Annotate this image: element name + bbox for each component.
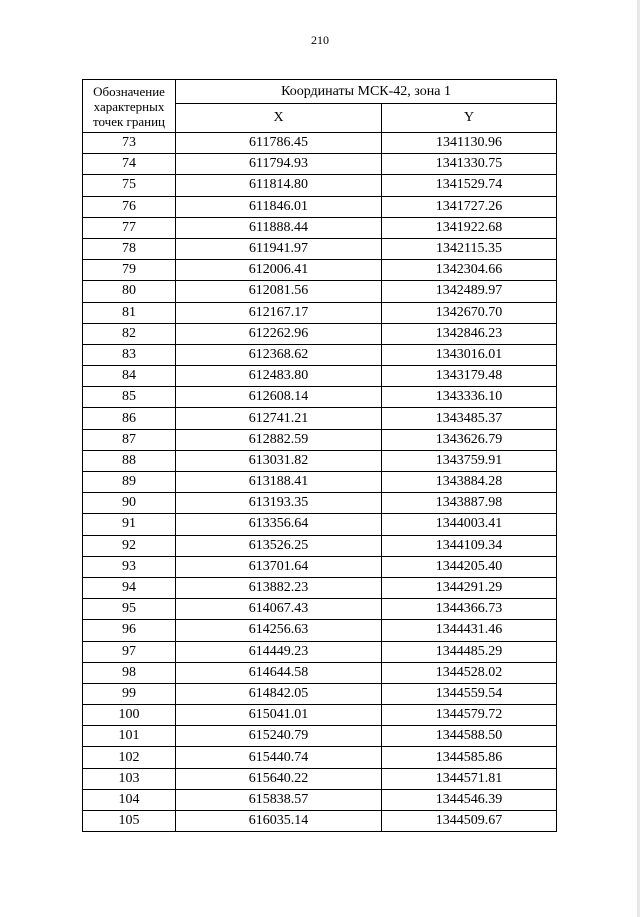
y-coordinate-cell: 1341130.96 bbox=[382, 133, 557, 154]
point-id-cell: 97 bbox=[83, 641, 176, 662]
point-id-cell: 101 bbox=[83, 726, 176, 747]
y-coordinate-cell: 1343884.28 bbox=[382, 472, 557, 493]
y-coordinate-cell: 1343887.98 bbox=[382, 493, 557, 514]
point-id-cell: 104 bbox=[83, 789, 176, 810]
x-coordinate-cell: 615640.22 bbox=[176, 768, 382, 789]
y-coordinate-cell: 1344509.67 bbox=[382, 811, 557, 832]
y-coordinate-cell: 1344546.39 bbox=[382, 789, 557, 810]
table-row bbox=[83, 429, 557, 450]
x-coordinate-cell: 611814.80 bbox=[176, 175, 382, 196]
table-header bbox=[83, 80, 557, 133]
x-coordinate-cell: 612081.56 bbox=[176, 281, 382, 302]
y-coordinate-cell: 1343626.79 bbox=[382, 429, 557, 450]
x-coordinate-cell: 612483.80 bbox=[176, 366, 382, 387]
y-coordinate-cell: 1344559.54 bbox=[382, 683, 557, 704]
table-row bbox=[83, 408, 557, 429]
point-id-cell: 78 bbox=[83, 238, 176, 259]
table-row bbox=[83, 344, 557, 365]
y-coordinate-cell: 1344366.73 bbox=[382, 599, 557, 620]
table-row bbox=[83, 641, 557, 662]
y-coordinate-cell: 1344003.41 bbox=[382, 514, 557, 535]
table-row bbox=[83, 683, 557, 704]
table-row bbox=[83, 662, 557, 683]
point-id-cell: 87 bbox=[83, 429, 176, 450]
table-row bbox=[83, 705, 557, 726]
y-coordinate-cell: 1344291.29 bbox=[382, 577, 557, 598]
x-coordinate-cell: 613356.64 bbox=[176, 514, 382, 535]
table-row bbox=[83, 556, 557, 577]
x-coordinate-cell: 614067.43 bbox=[176, 599, 382, 620]
point-id-cell: 94 bbox=[83, 577, 176, 598]
point-id-cell: 79 bbox=[83, 260, 176, 281]
y-coordinate-cell: 1341529.74 bbox=[382, 175, 557, 196]
x-coordinate-cell: 615041.01 bbox=[176, 705, 382, 726]
x-coordinate-cell: 612741.21 bbox=[176, 408, 382, 429]
table-row bbox=[83, 302, 557, 323]
y-coordinate-cell: 1342846.23 bbox=[382, 323, 557, 344]
table-row bbox=[83, 599, 557, 620]
point-id-cell: 100 bbox=[83, 705, 176, 726]
table-row bbox=[83, 154, 557, 175]
table-row bbox=[83, 217, 557, 238]
y-coordinate-cell: 1344585.86 bbox=[382, 747, 557, 768]
table-row bbox=[83, 133, 557, 154]
point-id-cell: 105 bbox=[83, 811, 176, 832]
point-id-cell: 99 bbox=[83, 683, 176, 704]
table-row bbox=[83, 493, 557, 514]
x-coordinate-cell: 615240.79 bbox=[176, 726, 382, 747]
coordinates-table bbox=[82, 79, 557, 832]
table-row bbox=[83, 387, 557, 408]
y-coordinate-cell: 1342304.66 bbox=[382, 260, 557, 281]
table-row bbox=[83, 768, 557, 789]
table-row bbox=[83, 366, 557, 387]
point-id-cell: 75 bbox=[83, 175, 176, 196]
x-coordinate-cell: 614256.63 bbox=[176, 620, 382, 641]
y-coordinate-cell: 1344588.50 bbox=[382, 726, 557, 747]
y-coordinate-cell: 1344431.46 bbox=[382, 620, 557, 641]
x-coordinate-cell: 611794.93 bbox=[176, 154, 382, 175]
point-id-cell: 82 bbox=[83, 323, 176, 344]
x-coordinate-cell: 612006.41 bbox=[176, 260, 382, 281]
header-point-label: Обозначение характерных точек границ bbox=[83, 80, 176, 133]
table-row bbox=[83, 747, 557, 768]
y-coordinate-cell: 1344109.34 bbox=[382, 535, 557, 556]
x-coordinate-cell: 616035.14 bbox=[176, 811, 382, 832]
x-coordinate-cell: 614842.05 bbox=[176, 683, 382, 704]
y-coordinate-cell: 1343759.91 bbox=[382, 450, 557, 471]
table-row bbox=[83, 577, 557, 598]
y-coordinate-cell: 1343485.37 bbox=[382, 408, 557, 429]
x-coordinate-cell: 611941.97 bbox=[176, 238, 382, 259]
x-coordinate-cell: 612167.17 bbox=[176, 302, 382, 323]
y-coordinate-cell: 1341922.68 bbox=[382, 217, 557, 238]
table-row bbox=[83, 472, 557, 493]
x-coordinate-cell: 615838.57 bbox=[176, 789, 382, 810]
table-row bbox=[83, 323, 557, 344]
y-coordinate-cell: 1344205.40 bbox=[382, 556, 557, 577]
table-row bbox=[83, 450, 557, 471]
point-id-cell: 80 bbox=[83, 281, 176, 302]
point-id-cell: 92 bbox=[83, 535, 176, 556]
table-body bbox=[83, 133, 557, 832]
table-row bbox=[83, 811, 557, 832]
point-id-cell: 90 bbox=[83, 493, 176, 514]
point-id-cell: 84 bbox=[83, 366, 176, 387]
x-coordinate-cell: 613188.41 bbox=[176, 472, 382, 493]
point-id-cell: 103 bbox=[83, 768, 176, 789]
table-row bbox=[83, 620, 557, 641]
point-id-cell: 98 bbox=[83, 662, 176, 683]
point-id-cell: 77 bbox=[83, 217, 176, 238]
x-coordinate-cell: 612608.14 bbox=[176, 387, 382, 408]
point-id-cell: 96 bbox=[83, 620, 176, 641]
table-row bbox=[83, 260, 557, 281]
point-id-cell: 91 bbox=[83, 514, 176, 535]
point-id-cell: 73 bbox=[83, 133, 176, 154]
x-coordinate-cell: 614644.58 bbox=[176, 662, 382, 683]
point-id-cell: 86 bbox=[83, 408, 176, 429]
y-coordinate-cell: 1344579.72 bbox=[382, 705, 557, 726]
y-coordinate-cell: 1344571.81 bbox=[382, 768, 557, 789]
x-coordinate-cell: 613193.35 bbox=[176, 493, 382, 514]
x-coordinate-cell: 611846.01 bbox=[176, 196, 382, 217]
point-id-cell: 74 bbox=[83, 154, 176, 175]
x-coordinate-cell: 612262.96 bbox=[176, 323, 382, 344]
point-id-cell: 76 bbox=[83, 196, 176, 217]
point-id-cell: 81 bbox=[83, 302, 176, 323]
y-coordinate-cell: 1343336.10 bbox=[382, 387, 557, 408]
table-row bbox=[83, 514, 557, 535]
point-id-cell: 85 bbox=[83, 387, 176, 408]
header-x: X bbox=[176, 104, 382, 133]
x-coordinate-cell: 612882.59 bbox=[176, 429, 382, 450]
y-coordinate-cell: 1341330.75 bbox=[382, 154, 557, 175]
table-row bbox=[83, 175, 557, 196]
point-id-cell: 93 bbox=[83, 556, 176, 577]
x-coordinate-cell: 614449.23 bbox=[176, 641, 382, 662]
table-row bbox=[83, 196, 557, 217]
table-row bbox=[83, 238, 557, 259]
x-coordinate-cell: 612368.62 bbox=[176, 344, 382, 365]
point-id-cell: 83 bbox=[83, 344, 176, 365]
header-y: Y bbox=[382, 104, 557, 133]
point-id-cell: 102 bbox=[83, 747, 176, 768]
x-coordinate-cell: 613882.23 bbox=[176, 577, 382, 598]
y-coordinate-cell: 1342489.97 bbox=[382, 281, 557, 302]
y-coordinate-cell: 1343016.01 bbox=[382, 344, 557, 365]
y-coordinate-cell: 1343179.48 bbox=[382, 366, 557, 387]
point-id-cell: 89 bbox=[83, 472, 176, 493]
x-coordinate-cell: 613526.25 bbox=[176, 535, 382, 556]
x-coordinate-cell: 615440.74 bbox=[176, 747, 382, 768]
point-id-cell: 95 bbox=[83, 599, 176, 620]
x-coordinate-cell: 613031.82 bbox=[176, 450, 382, 471]
point-id-cell: 88 bbox=[83, 450, 176, 471]
y-coordinate-cell: 1342670.70 bbox=[382, 302, 557, 323]
table-row bbox=[83, 789, 557, 810]
y-coordinate-cell: 1342115.35 bbox=[382, 238, 557, 259]
header-coordinate-system: Координаты МСК-42, зона 1 bbox=[176, 80, 557, 104]
y-coordinate-cell: 1344485.29 bbox=[382, 641, 557, 662]
page-number: 210 bbox=[311, 33, 329, 47]
y-coordinate-cell: 1344528.02 bbox=[382, 662, 557, 683]
y-coordinate-cell: 1341727.26 bbox=[382, 196, 557, 217]
x-coordinate-cell: 613701.64 bbox=[176, 556, 382, 577]
x-coordinate-cell: 611786.45 bbox=[176, 133, 382, 154]
x-coordinate-cell: 611888.44 bbox=[176, 217, 382, 238]
table-row bbox=[83, 535, 557, 556]
table-row bbox=[83, 281, 557, 302]
table-row bbox=[83, 726, 557, 747]
